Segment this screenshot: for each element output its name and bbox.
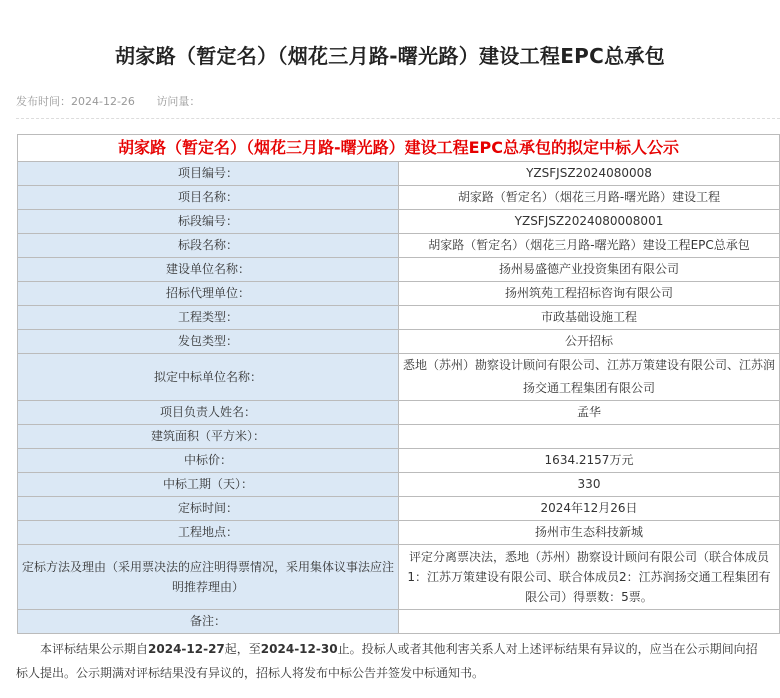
table-row — [18, 234, 780, 258]
field-value: 孟华 — [399, 401, 780, 425]
field-value: 330 — [399, 473, 780, 497]
table-row — [18, 306, 780, 330]
visits-label: 访问量： — [156, 95, 201, 108]
field-value: 胡家路（暂定名）（烟花三月路-曙光路）建设工程EPC总承包 — [399, 234, 780, 258]
field-label: 工程地点： — [18, 521, 399, 545]
footer-text-3: 止。投标人或者其他利害关系人对上述评标结果有异议的，应当在公示期间向招标人提出。公示期满对评标结果没有异议的，招标人将发布中标公告并签发中标通知书。 — [16, 642, 758, 680]
notice-footer — [16, 637, 764, 685]
footer-text-2: 起，至 — [224, 642, 261, 656]
footer-end-date: 2024-12-30 — [260, 642, 338, 656]
table-row — [18, 258, 780, 282]
field-label: 标段编号： — [18, 210, 399, 234]
field-label: 工程类型： — [18, 306, 399, 330]
field-value: 2024年12月26日 — [399, 497, 780, 521]
field-value: 扬州市生态科技新城 — [399, 521, 780, 545]
field-label: 拟定中标单位名称： — [18, 354, 399, 401]
field-label: 标段名称： — [18, 234, 399, 258]
field-label: 招标代理单位： — [18, 282, 399, 306]
table-row — [18, 401, 780, 425]
table-row — [18, 449, 780, 473]
field-value — [399, 425, 780, 449]
table-row — [18, 330, 780, 354]
divider — [16, 118, 780, 119]
table-row — [18, 497, 780, 521]
publish-date: 2024-12-26 — [71, 95, 135, 108]
field-label: 建设单位名称： — [18, 258, 399, 282]
field-value: 扬州筑苑工程招标咨询有限公司 — [399, 282, 780, 306]
table-row — [18, 186, 780, 210]
field-label: 项目编号： — [18, 162, 399, 186]
table-row — [18, 354, 780, 401]
field-label: 定标时间： — [18, 497, 399, 521]
field-label: 项目名称： — [18, 186, 399, 210]
table-row — [18, 521, 780, 545]
field-label: 建筑面积（平方米）： — [18, 425, 399, 449]
field-label: 备注： — [18, 610, 399, 634]
notice-heading: 胡家路（暂定名）（烟花三月路-曙光路）建设工程EPC总承包的拟定中标人公示 — [18, 135, 780, 162]
table-heading-row — [18, 135, 780, 162]
table-row — [18, 162, 780, 186]
publish-info — [16, 95, 135, 108]
table-row — [18, 210, 780, 234]
field-value: 悉地（苏州）勘察设计顾问有限公司、江苏万策建设有限公司、江苏润扬交通工程集团有限公司 — [399, 354, 780, 401]
field-value: 1634.2157万元 — [399, 449, 780, 473]
field-value: YZSFJSZ2024080008001 — [399, 210, 780, 234]
field-label: 中标工期（天）： — [18, 473, 399, 497]
field-value: YZSFJSZ2024080008 — [399, 162, 780, 186]
article-meta — [16, 93, 218, 109]
page-title: 胡家路（暂定名）（烟花三月路-曙光路）建设工程EPC总承包 — [115, 44, 665, 68]
footer-text-1: 本评标结果公示期自 — [40, 642, 149, 656]
field-label: 定标方法及理由（采用票决法的应注明得票情况，采用集体议事法应注明推荐理由） — [18, 545, 399, 610]
field-value: 评定分离票决法，悉地（苏州）勘察设计顾问有限公司（联合体成员1：江苏万策建设有限公司、联合体成员2：江苏润扬交通工程集团有限公司）得票数：5票。 — [399, 545, 780, 610]
table-row — [18, 425, 780, 449]
table-row — [18, 282, 780, 306]
footer-start-date: 2024-12-27 — [148, 642, 225, 656]
table-row — [18, 473, 780, 497]
field-value — [399, 610, 780, 634]
field-value: 胡家路（暂定名）（烟花三月路-曙光路）建设工程 — [399, 186, 780, 210]
field-label: 发包类型： — [18, 330, 399, 354]
field-label: 中标价： — [18, 449, 399, 473]
field-label: 项目负责人姓名： — [18, 401, 399, 425]
field-value: 市政基础设施工程 — [399, 306, 780, 330]
publish-label: 发布时间： — [16, 95, 71, 108]
award-notice-table — [17, 134, 780, 634]
table-row — [18, 545, 780, 610]
field-value: 公开招标 — [399, 330, 780, 354]
table-row — [18, 610, 780, 634]
field-value: 扬州易盛德产业投资集团有限公司 — [399, 258, 780, 282]
